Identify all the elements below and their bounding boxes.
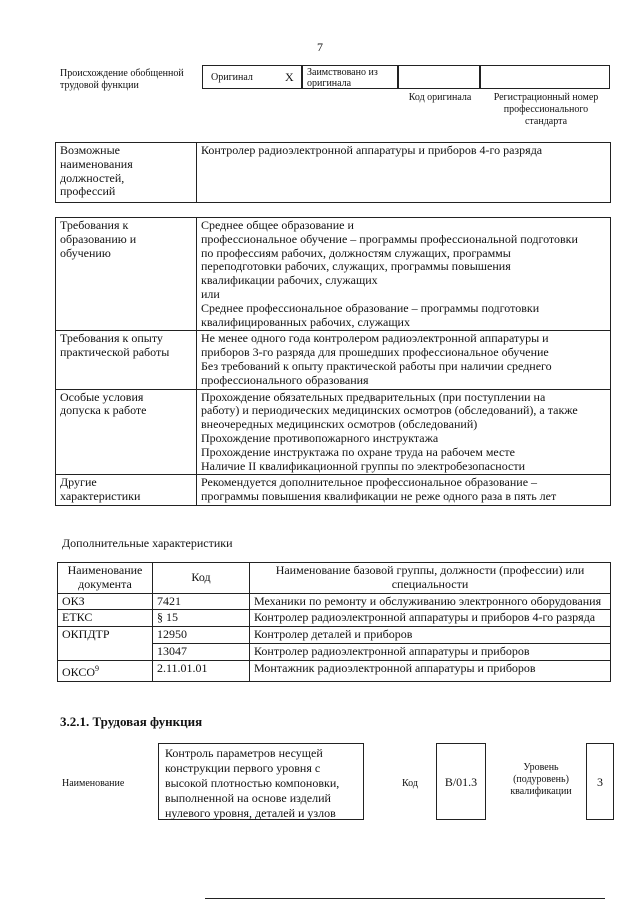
cell-doc: ОКПДТР xyxy=(58,627,153,661)
table-row xyxy=(58,627,611,644)
origin-original-cell xyxy=(202,65,302,89)
origin-code-caption: Код оригинала xyxy=(408,92,472,103)
cell-doc: ОКЗ xyxy=(58,593,153,610)
requirement-label: Требования к опыту практической работы xyxy=(56,331,197,389)
header-code: Код xyxy=(153,563,250,594)
cell-code: 13047 xyxy=(153,643,250,660)
positions-value: Контролер радиоэлектронной аппаратуры и приборов 4-го разряда xyxy=(197,143,611,203)
origin-reg-caption: Регистрационный номер профессионального стандарта xyxy=(493,92,599,127)
origin-reg-cell xyxy=(480,65,610,89)
requirements-table xyxy=(55,217,611,506)
requirement-row-experience xyxy=(56,331,611,389)
section-title: 3.2.1. Трудовая функция xyxy=(60,714,203,729)
cell-doc: ЕТКС xyxy=(58,610,153,627)
cell-doc: ОКСО$^9$ xyxy=(58,660,153,681)
origin-borrowed-cell xyxy=(302,65,398,89)
requirement-label: Требования к образованию и обучению xyxy=(56,218,197,331)
requirement-value: Среднее общее образование и профессиональное обучение – программы профессиональной подготовки по профессиям рабочих, должностям служащих, программы переподготовки рабочих, служащих, программы повышения квалификации рабочих, служащих или Среднее профессиональное образование – программы подготовки квалифицированных рабочих, служащих xyxy=(197,218,611,331)
origin-code-cell xyxy=(398,65,480,89)
cell-name: Монтажник радиоэлектронной аппаратуры и приборов xyxy=(250,660,611,681)
cell-name: Контролер радиоэлектронной аппаратуры и приборов xyxy=(250,643,611,660)
cell-code: 7421 xyxy=(153,593,250,610)
function-name-box: Контроль параметров несущей конструкции первого уровня с высокой плотностью компоновки, выполненной на основе изделий нулевого уровня, деталей и узлов xyxy=(158,743,364,820)
requirement-value: Прохождение обязательных предварительных (при поступлении на работу) и периодических медицинских осмотров (обследований), а также внеочередных медицинских осмотров (обследований) Прохождение противопожарного инструктажа Прохождение инструктажа по охране труда на рабочем месте Наличие II квалификационной группы по электробезопасности xyxy=(197,389,611,475)
requirement-value: Не менее одного года контролером радиоэлектронной аппаратуры и приборов 3-го разряда для прошедших профессиональное обучение Без требований к опыту практической работы при наличии среднего профессионального образования xyxy=(197,331,611,389)
code-box: B/01.3 xyxy=(436,743,486,820)
cell-name: Контролер радиоэлектронной аппаратуры и приборов 4-го разряда xyxy=(250,610,611,627)
footnote-mark: 9 xyxy=(95,663,100,673)
additional-title: Дополнительные характеристики xyxy=(62,536,233,550)
header-document: Наименование документа xyxy=(58,563,153,594)
additional-table xyxy=(57,562,611,682)
cell-code: § 15 xyxy=(153,610,250,627)
name-label: Наименование xyxy=(62,778,125,789)
level-label: Уровень (подуровень) квалификации xyxy=(510,762,572,797)
origin-label: Происхождение обобщенной трудовой функции xyxy=(60,68,184,91)
requirement-label: Особые условия допуска к работе xyxy=(56,389,197,475)
cell-code: 12950 xyxy=(153,627,250,644)
positions-table xyxy=(55,142,611,203)
origin-original-text: Оригинал xyxy=(211,72,253,83)
bottom-divider xyxy=(205,898,605,899)
requirement-row-education xyxy=(56,218,611,331)
table-row xyxy=(58,593,611,610)
page-number: 7 xyxy=(317,40,323,54)
requirement-row-other xyxy=(56,475,611,506)
origin-mark: X xyxy=(285,70,294,84)
requirement-label: Другие характеристики xyxy=(56,475,197,506)
additional-header-row xyxy=(58,563,611,594)
requirement-row-conditions xyxy=(56,389,611,475)
requirement-value: Рекомендуется дополнительное профессиональное образование – программы повышения квалификации не реже одного раза в пять лет xyxy=(197,475,611,506)
table-row xyxy=(58,660,611,681)
origin-borrowed-text: Заимствовано из оригинала xyxy=(307,67,378,89)
cell-code: 2.11.01.01 xyxy=(153,660,250,681)
code-label: Код xyxy=(402,778,418,789)
table-row xyxy=(58,610,611,627)
positions-label: Возможные наименования должностей, профессий xyxy=(56,143,197,203)
cell-name: Контролер деталей и приборов xyxy=(250,627,611,644)
cell-name: Механики по ремонту и обслуживанию электронного оборудования xyxy=(250,593,611,610)
level-box: 3 xyxy=(586,743,614,820)
header-name: Наименование базовой группы, должности (профессии) или специальности xyxy=(250,563,611,594)
